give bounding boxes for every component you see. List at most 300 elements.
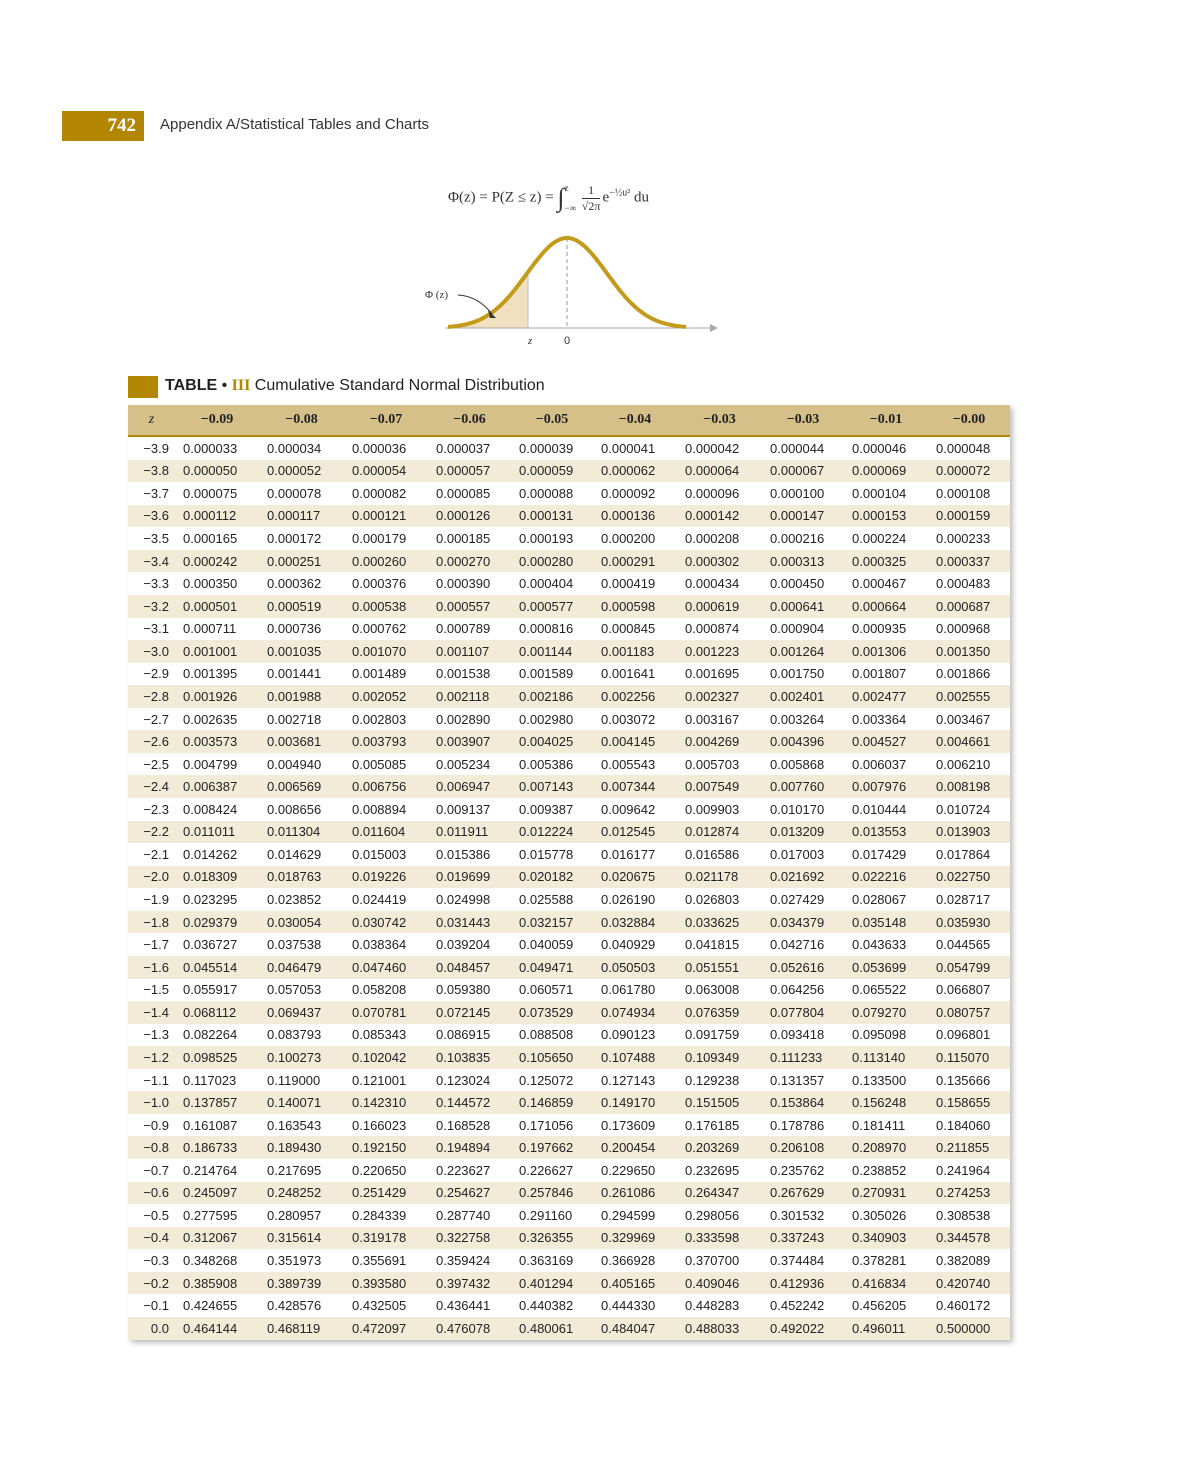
probability-cell: 0.378281: [844, 1249, 928, 1272]
probability-cell: 0.011604: [344, 821, 428, 844]
z-value-cell: −1.5: [128, 979, 175, 1002]
probability-cell: 0.004269: [677, 730, 762, 753]
probability-cell: 0.030054: [259, 911, 344, 934]
probability-cell: 0.022216: [844, 866, 928, 889]
probability-cell: 0.065522: [844, 979, 928, 1002]
probability-cell: 0.000270: [428, 550, 511, 573]
z-value-cell: −2.1: [128, 843, 175, 866]
probability-cell: 0.017864: [928, 843, 1010, 866]
differential: du: [634, 189, 650, 206]
probability-cell: 0.077804: [762, 1001, 844, 1024]
probability-cell: 0.153864: [762, 1091, 844, 1114]
probability-cell: 0.004661: [928, 730, 1010, 753]
probability-cell: 0.001589: [511, 663, 593, 686]
probability-cell: 0.000050: [175, 460, 259, 483]
probability-cell: 0.456205: [844, 1294, 928, 1317]
table-row: [128, 843, 1010, 866]
table-row: [128, 798, 1010, 821]
probability-cell: 0.220650: [344, 1159, 428, 1182]
probability-cell: 0.480061: [511, 1317, 593, 1340]
probability-cell: 0.115070: [928, 1046, 1010, 1069]
z-value-cell: −0.9: [128, 1114, 175, 1137]
probability-cell: 0.149170: [593, 1091, 677, 1114]
probability-cell: 0.004940: [259, 753, 344, 776]
probability-cell: 0.107488: [593, 1046, 677, 1069]
probability-cell: 0.061780: [593, 979, 677, 1002]
probability-cell: 0.057053: [259, 979, 344, 1002]
probability-cell: 0.382089: [928, 1249, 1010, 1272]
probability-cell: 0.016177: [593, 843, 677, 866]
fraction: [582, 183, 601, 214]
probability-cell: 0.000208: [677, 527, 762, 550]
probability-cell: 0.016586: [677, 843, 762, 866]
probability-cell: 0.000185: [428, 527, 511, 550]
probability-cell: 0.370700: [677, 1249, 762, 1272]
probability-cell: 0.008894: [344, 798, 428, 821]
table-row: [128, 1227, 1010, 1250]
probability-cell: 0.393580: [344, 1272, 428, 1295]
probability-cell: 0.040059: [511, 933, 593, 956]
probability-cell: 0.208970: [844, 1136, 928, 1159]
probability-cell: 0.009387: [511, 798, 593, 821]
table-row: [128, 595, 1010, 618]
table-number: III: [231, 377, 251, 394]
probability-cell: 0.001750: [762, 663, 844, 686]
table-title: [165, 377, 545, 395]
probability-cell: 0.001264: [762, 640, 844, 663]
probability-cell: 0.003264: [762, 708, 844, 731]
probability-cell: 0.001926: [175, 685, 259, 708]
probability-cell: 0.076359: [677, 1001, 762, 1024]
probability-cell: 0.001988: [259, 685, 344, 708]
probability-cell: 0.000112: [175, 505, 259, 528]
z-value-cell: −3.5: [128, 527, 175, 550]
probability-cell: 0.018763: [259, 866, 344, 889]
probability-cell: 0.000557: [428, 595, 511, 618]
probability-cell: 0.203269: [677, 1136, 762, 1159]
probability-cell: 0.063008: [677, 979, 762, 1002]
probability-cell: 0.000036: [344, 436, 428, 460]
table-row: [128, 956, 1010, 979]
z-value-cell: −0.8: [128, 1136, 175, 1159]
probability-cell: 0.000450: [762, 572, 844, 595]
table-row: [128, 1204, 1010, 1227]
probability-cell: 0.261086: [593, 1182, 677, 1205]
probability-cell: 0.011304: [259, 821, 344, 844]
probability-cell: 0.043633: [844, 933, 928, 956]
probability-cell: 0.000538: [344, 595, 428, 618]
probability-cell: 0.000096: [677, 482, 762, 505]
probability-cell: 0.033625: [677, 911, 762, 934]
probability-cell: 0.024419: [344, 888, 428, 911]
probability-cell: 0.374484: [762, 1249, 844, 1272]
probability-cell: 0.032884: [593, 911, 677, 934]
probability-cell: 0.000874: [677, 618, 762, 641]
z-value-cell: −2.0: [128, 866, 175, 889]
probability-cell: 0.069437: [259, 1001, 344, 1024]
probability-cell: 0.001035: [259, 640, 344, 663]
formula-lhs: Φ(z) = P(Z ≤ z) =: [448, 189, 554, 206]
probability-cell: 0.287740: [428, 1204, 511, 1227]
probability-cell: 0.397432: [428, 1272, 511, 1295]
probability-cell: 0.098525: [175, 1046, 259, 1069]
probability-cell: 0.424655: [175, 1294, 259, 1317]
probability-cell: 0.010724: [928, 798, 1010, 821]
probability-cell: 0.001807: [844, 663, 928, 686]
probability-cell: 0.000291: [593, 550, 677, 573]
probability-cell: 0.312067: [175, 1227, 259, 1250]
probability-cell: 0.428576: [259, 1294, 344, 1317]
z-value-cell: −0.4: [128, 1227, 175, 1250]
probability-cell: 0.000280: [511, 550, 593, 573]
page-number: 742: [62, 111, 144, 141]
probability-cell: 0.009903: [677, 798, 762, 821]
probability-cell: 0.127143: [593, 1069, 677, 1092]
probability-cell: 0.000034: [259, 436, 344, 460]
z-value-cell: −3.0: [128, 640, 175, 663]
table-row: [128, 821, 1010, 844]
probability-cell: 0.025588: [511, 888, 593, 911]
probability-cell: 0.131357: [762, 1069, 844, 1092]
numerator: 1: [582, 183, 601, 199]
probability-cell: 0.004145: [593, 730, 677, 753]
probability-cell: 0.496011: [844, 1317, 928, 1340]
probability-cell: 0.405165: [593, 1272, 677, 1295]
probability-cell: 0.326355: [511, 1227, 593, 1250]
probability-cell: 0.053699: [844, 956, 928, 979]
probability-cell: 0.006947: [428, 775, 511, 798]
probability-cell: 0.002718: [259, 708, 344, 731]
probability-cell: 0.206108: [762, 1136, 844, 1159]
denominator: √2π: [581, 198, 601, 213]
probability-cell: 0.464144: [175, 1317, 259, 1340]
probability-cell: 0.305026: [844, 1204, 928, 1227]
probability-cell: 0.003467: [928, 708, 1010, 731]
probability-cell: 0.060571: [511, 979, 593, 1002]
probability-cell: 0.003573: [175, 730, 259, 753]
probability-cell: 0.348268: [175, 1249, 259, 1272]
probability-cell: 0.000075: [175, 482, 259, 505]
probability-cell: 0.308538: [928, 1204, 1010, 1227]
z-value-cell: −1.3: [128, 1024, 175, 1047]
probability-cell: 0.315614: [259, 1227, 344, 1250]
exp-base: e: [602, 189, 610, 206]
table-row: [128, 1091, 1010, 1114]
table-row: [128, 708, 1010, 731]
probability-cell: 0.001866: [928, 663, 1010, 686]
probability-cell: 0.000041: [593, 436, 677, 460]
probability-cell: 0.028717: [928, 888, 1010, 911]
probability-cell: 0.021178: [677, 866, 762, 889]
z-value-cell: −0.2: [128, 1272, 175, 1295]
probability-cell: 0.000325: [844, 550, 928, 573]
probability-cell: 0.008424: [175, 798, 259, 821]
probability-cell: 0.151505: [677, 1091, 762, 1114]
z-value-cell: −0.1: [128, 1294, 175, 1317]
probability-cell: 0.000179: [344, 527, 428, 550]
probability-cell: 0.000619: [677, 595, 762, 618]
probability-cell: 0.000104: [844, 482, 928, 505]
table-header-row: [128, 405, 1010, 436]
probability-cell: 0.284339: [344, 1204, 428, 1227]
probability-cell: 0.197662: [511, 1136, 593, 1159]
probability-cell: 0.137857: [175, 1091, 259, 1114]
probability-cell: 0.054799: [928, 956, 1010, 979]
probability-cell: 0.004025: [511, 730, 593, 753]
probability-cell: 0.000131: [511, 505, 593, 528]
table-row: [128, 550, 1010, 573]
table-row: [128, 775, 1010, 798]
cdf-formula: [448, 178, 649, 218]
probability-cell: 0.121001: [344, 1069, 428, 1092]
probability-cell: 0.000159: [928, 505, 1010, 528]
probability-cell: 0.000046: [844, 436, 928, 460]
probability-cell: 0.385908: [175, 1272, 259, 1295]
column-header: −0.03: [762, 405, 844, 436]
probability-cell: 0.002256: [593, 685, 677, 708]
table-row: [128, 663, 1010, 686]
probability-cell: 0.000501: [175, 595, 259, 618]
probability-cell: 0.359424: [428, 1249, 511, 1272]
probability-cell: 0.012874: [677, 821, 762, 844]
probability-cell: 0.000064: [677, 460, 762, 483]
probability-cell: 0.000242: [175, 550, 259, 573]
probability-cell: 0.000092: [593, 482, 677, 505]
probability-cell: 0.058208: [344, 979, 428, 1002]
probability-cell: 0.000039: [511, 436, 593, 460]
z-value-cell: −3.3: [128, 572, 175, 595]
probability-cell: 0.113140: [844, 1046, 928, 1069]
probability-cell: 0.022750: [928, 866, 1010, 889]
probability-cell: 0.023852: [259, 888, 344, 911]
probability-cell: 0.173609: [593, 1114, 677, 1137]
probability-cell: 0.001489: [344, 663, 428, 686]
probability-cell: 0.051551: [677, 956, 762, 979]
probability-cell: 0.008198: [928, 775, 1010, 798]
table-row: [128, 888, 1010, 911]
probability-cell: 0.000069: [844, 460, 928, 483]
probability-cell: 0.035930: [928, 911, 1010, 934]
probability-cell: 0.001641: [593, 663, 677, 686]
probability-cell: 0.000037: [428, 436, 511, 460]
probability-cell: 0.001350: [928, 640, 1010, 663]
probability-cell: 0.100273: [259, 1046, 344, 1069]
probability-cell: 0.018309: [175, 866, 259, 889]
running-head: Appendix A/Statistical Tables and Charts: [160, 116, 430, 133]
probability-cell: 0.452242: [762, 1294, 844, 1317]
probability-cell: 0.178786: [762, 1114, 844, 1137]
probability-cell: 0.109349: [677, 1046, 762, 1069]
probability-cell: 0.416834: [844, 1272, 928, 1295]
z-value-cell: −2.4: [128, 775, 175, 798]
probability-cell: 0.000052: [259, 460, 344, 483]
z-value-cell: −1.9: [128, 888, 175, 911]
lower-limit: −∞: [564, 203, 577, 213]
probability-cell: 0.223627: [428, 1159, 511, 1182]
probability-cell: 0.000193: [511, 527, 593, 550]
probability-cell: 0.257846: [511, 1182, 593, 1205]
probability-cell: 0.013903: [928, 821, 1010, 844]
probability-cell: 0.005234: [428, 753, 511, 776]
probability-cell: 0.001107: [428, 640, 511, 663]
probability-cell: 0.000390: [428, 572, 511, 595]
table-title-bar: [128, 376, 158, 398]
probability-cell: 0.015386: [428, 843, 511, 866]
probability-cell: 0.074934: [593, 1001, 677, 1024]
probability-cell: 0.000577: [511, 595, 593, 618]
probability-cell: 0.000059: [511, 460, 593, 483]
table-row: [128, 505, 1010, 528]
probability-cell: 0.005085: [344, 753, 428, 776]
probability-cell: 0.013209: [762, 821, 844, 844]
probability-cell: 0.267629: [762, 1182, 844, 1205]
table-body: [128, 436, 1010, 1340]
probability-cell: 0.000147: [762, 505, 844, 528]
probability-cell: 0.029379: [175, 911, 259, 934]
probability-cell: 0.000117: [259, 505, 344, 528]
probability-cell: 0.000251: [259, 550, 344, 573]
probability-cell: 0.000082: [344, 482, 428, 505]
z-value-cell: −1.8: [128, 911, 175, 934]
probability-cell: 0.072145: [428, 1001, 511, 1024]
column-header: −0.08: [259, 405, 344, 436]
probability-cell: 0.235762: [762, 1159, 844, 1182]
probability-cell: 0.004799: [175, 753, 259, 776]
probability-cell: 0.000434: [677, 572, 762, 595]
z-value-cell: 0.0: [128, 1317, 175, 1340]
table-row: [128, 1182, 1010, 1205]
probability-cell: 0.010444: [844, 798, 928, 821]
probability-cell: 0.274253: [928, 1182, 1010, 1205]
probability-cell: 0.002890: [428, 708, 511, 731]
probability-cell: 0.135666: [928, 1069, 1010, 1092]
probability-cell: 0.013553: [844, 821, 928, 844]
probability-cell: 0.472097: [344, 1317, 428, 1340]
probability-cell: 0.123024: [428, 1069, 511, 1092]
column-header: −0.09: [175, 405, 259, 436]
probability-cell: 0.294599: [593, 1204, 677, 1227]
z-value-cell: −1.2: [128, 1046, 175, 1069]
probability-cell: 0.000598: [593, 595, 677, 618]
probability-cell: 0.000054: [344, 460, 428, 483]
probability-cell: 0.000033: [175, 436, 259, 460]
probability-cell: 0.012545: [593, 821, 677, 844]
z-value-cell: −3.7: [128, 482, 175, 505]
probability-cell: 0.476078: [428, 1317, 511, 1340]
z-value-cell: −3.2: [128, 595, 175, 618]
probability-cell: 0.119000: [259, 1069, 344, 1092]
probability-cell: 0.000350: [175, 572, 259, 595]
probability-cell: 0.176185: [677, 1114, 762, 1137]
probability-cell: 0.125072: [511, 1069, 593, 1092]
column-header: −0.03: [677, 405, 762, 436]
column-header: −0.00: [928, 405, 1010, 436]
probability-cell: 0.436441: [428, 1294, 511, 1317]
probability-cell: 0.080757: [928, 1001, 1010, 1024]
probability-cell: 0.002327: [677, 685, 762, 708]
probability-cell: 0.468119: [259, 1317, 344, 1340]
probability-cell: 0.006756: [344, 775, 428, 798]
probability-cell: 0.000362: [259, 572, 344, 595]
probability-cell: 0.031443: [428, 911, 511, 934]
probability-cell: 0.492022: [762, 1317, 844, 1340]
probability-cell: 0.000376: [344, 572, 428, 595]
probability-cell: 0.329969: [593, 1227, 677, 1250]
probability-cell: 0.006569: [259, 775, 344, 798]
probability-cell: 0.020675: [593, 866, 677, 889]
probability-cell: 0.002052: [344, 685, 428, 708]
probability-cell: 0.000762: [344, 618, 428, 641]
normal-curve-figure: [400, 228, 720, 353]
probability-cell: 0.007143: [511, 775, 593, 798]
probability-cell: 0.003072: [593, 708, 677, 731]
axis-arrow: [710, 324, 718, 332]
probability-cell: 0.034379: [762, 911, 844, 934]
probability-cell: 0.039204: [428, 933, 511, 956]
column-header: −0.07: [344, 405, 428, 436]
probability-cell: 0.000048: [928, 436, 1010, 460]
probability-cell: 0.000072: [928, 460, 1010, 483]
table-row: [128, 1136, 1010, 1159]
probability-cell: 0.194894: [428, 1136, 511, 1159]
probability-cell: 0.040929: [593, 933, 677, 956]
probability-cell: 0.420740: [928, 1272, 1010, 1295]
probability-cell: 0.000845: [593, 618, 677, 641]
probability-cell: 0.010170: [762, 798, 844, 821]
probability-cell: 0.001538: [428, 663, 511, 686]
probability-cell: 0.248252: [259, 1182, 344, 1205]
z-value-cell: −3.8: [128, 460, 175, 483]
probability-cell: 0.014629: [259, 843, 344, 866]
probability-cell: 0.444330: [593, 1294, 677, 1317]
probability-cell: 0.079270: [844, 1001, 928, 1024]
probability-cell: 0.086915: [428, 1024, 511, 1047]
probability-cell: 0.052616: [762, 956, 844, 979]
probability-cell: 0.000313: [762, 550, 844, 573]
probability-cell: 0.047460: [344, 956, 428, 979]
probability-cell: 0.000078: [259, 482, 344, 505]
probability-cell: 0.333598: [677, 1227, 762, 1250]
probability-cell: 0.001144: [511, 640, 593, 663]
probability-cell: 0.351973: [259, 1249, 344, 1272]
probability-cell: 0.232695: [677, 1159, 762, 1182]
probability-cell: 0.007549: [677, 775, 762, 798]
probability-cell: 0.005543: [593, 753, 677, 776]
probability-cell: 0.158655: [928, 1091, 1010, 1114]
table-row: [128, 685, 1010, 708]
probability-cell: 0.229650: [593, 1159, 677, 1182]
probability-cell: 0.409046: [677, 1272, 762, 1295]
table-row: [128, 1069, 1010, 1092]
z-value-cell: −2.6: [128, 730, 175, 753]
column-header-z: z: [128, 405, 175, 436]
probability-cell: 0.440382: [511, 1294, 593, 1317]
table-row: [128, 911, 1010, 934]
probability-cell: 0.000337: [928, 550, 1010, 573]
pointer-arrow: [458, 295, 492, 314]
probability-cell: 0.002635: [175, 708, 259, 731]
table-row: [128, 1046, 1010, 1069]
table-row: [128, 572, 1010, 595]
z-value-cell: −1.7: [128, 933, 175, 956]
probability-cell: 0.000172: [259, 527, 344, 550]
probability-cell: 0.000641: [762, 595, 844, 618]
probability-cell: 0.319178: [344, 1227, 428, 1250]
probability-cell: 0.046479: [259, 956, 344, 979]
probability-cell: 0.000224: [844, 527, 928, 550]
probability-cell: 0.238852: [844, 1159, 928, 1182]
probability-cell: 0.005386: [511, 753, 593, 776]
